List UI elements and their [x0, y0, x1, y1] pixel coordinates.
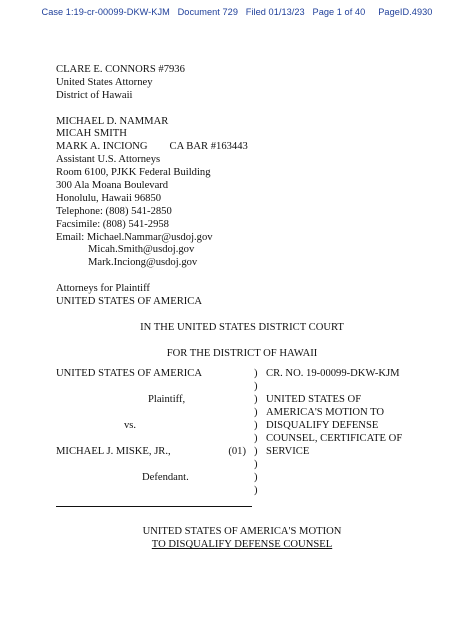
caption-plaintiff-role: Plaintiff,	[148, 394, 186, 406]
attorney-title: United States Attorney	[56, 76, 153, 88]
assistant-name-2: MICAH SMITH	[56, 128, 127, 140]
caption-defendant-role: Defendant.	[142, 471, 189, 483]
paren: )	[254, 381, 258, 393]
paren: )	[254, 432, 258, 444]
court-name: IN THE UNITED STATES DISTRICT COURT	[140, 321, 344, 333]
motion-title-line: COUNSEL, CERTIFICATE OF	[266, 432, 403, 444]
facsimile: Facsimile: (808) 541-2958	[56, 218, 169, 230]
paren: )	[254, 445, 258, 457]
assistant-3-name: MARK A. INCIONG	[56, 141, 148, 153]
represented-party: UNITED STATES OF AMERICA	[56, 296, 202, 308]
office-room: Room 6100, PJKK Federal Building	[56, 167, 211, 179]
paren: )	[254, 394, 258, 406]
caption-defendant-line	[56, 446, 252, 459]
paren: )	[254, 484, 258, 496]
caption-plaintiff: UNITED STATES OF AMERICA	[56, 368, 202, 380]
paren: )	[254, 471, 258, 483]
paren: )	[254, 420, 258, 432]
caption-parties	[56, 368, 252, 484]
case-number: CR. NO. 19-00099-DKW-KJM	[266, 368, 400, 380]
caption-case-info	[266, 368, 431, 458]
paren: )	[254, 458, 258, 470]
email-3: Mark.Inciong@usdoj.gov	[88, 257, 198, 269]
email-1: Email: Michael.Nammar@usdoj.gov	[56, 231, 213, 243]
assistant-name-3	[56, 141, 428, 154]
attorney-district: District of Hawaii	[56, 89, 133, 101]
court-filing-header: Case 1:19-cr-00099-DKW-KJM Document 729 Filed 01/13/23 Page 1 of 40 PageID.4930	[41, 7, 433, 17]
document-title	[56, 526, 428, 552]
office-city: Honolulu, Hawaii 96850	[56, 192, 162, 204]
case-caption	[56, 368, 428, 508]
telephone: Telephone: (808) 541-2850	[56, 205, 172, 217]
paren: )	[254, 368, 258, 380]
motion-title-line: SERVICE	[266, 445, 310, 457]
paren: )	[254, 407, 258, 419]
motion-title-line: DISQUALIFY DEFENSE	[266, 420, 379, 432]
caption-parentheses	[254, 368, 264, 497]
office-street: 300 Ala Moana Boulevard	[56, 180, 169, 192]
assistant-3-bar: CA BAR #163443	[169, 141, 248, 153]
document-body	[56, 64, 428, 552]
caption-versus: vs.	[124, 420, 137, 432]
document-title-line-2: TO DISQUALIFY DEFENSE COUNSEL	[151, 539, 333, 551]
assistant-name-1: MICHAEL D. NAMMAR	[56, 115, 169, 127]
caption-defendant: MICHAEL J. MISKE, JR.,	[56, 445, 171, 457]
court-district: FOR THE DISTRICT OF HAWAII	[166, 347, 318, 359]
assistants-title: Assistant U.S. Attorneys	[56, 154, 161, 166]
motion-title-line: UNITED STATES OF	[266, 394, 362, 406]
caption-defendant-number: (01)	[228, 445, 246, 457]
document-title-line-1: UNITED STATES OF AMERICA'S MOTION	[142, 526, 342, 538]
attorneys-for: Attorneys for Plaintiff	[56, 283, 150, 295]
motion-title-line: AMERICA'S MOTION TO	[266, 407, 385, 419]
caption-divider	[56, 506, 252, 507]
email-2: Micah.Smith@usdoj.gov	[88, 244, 195, 256]
attorney-name: CLARE E. CONNORS #7936	[56, 64, 185, 75]
